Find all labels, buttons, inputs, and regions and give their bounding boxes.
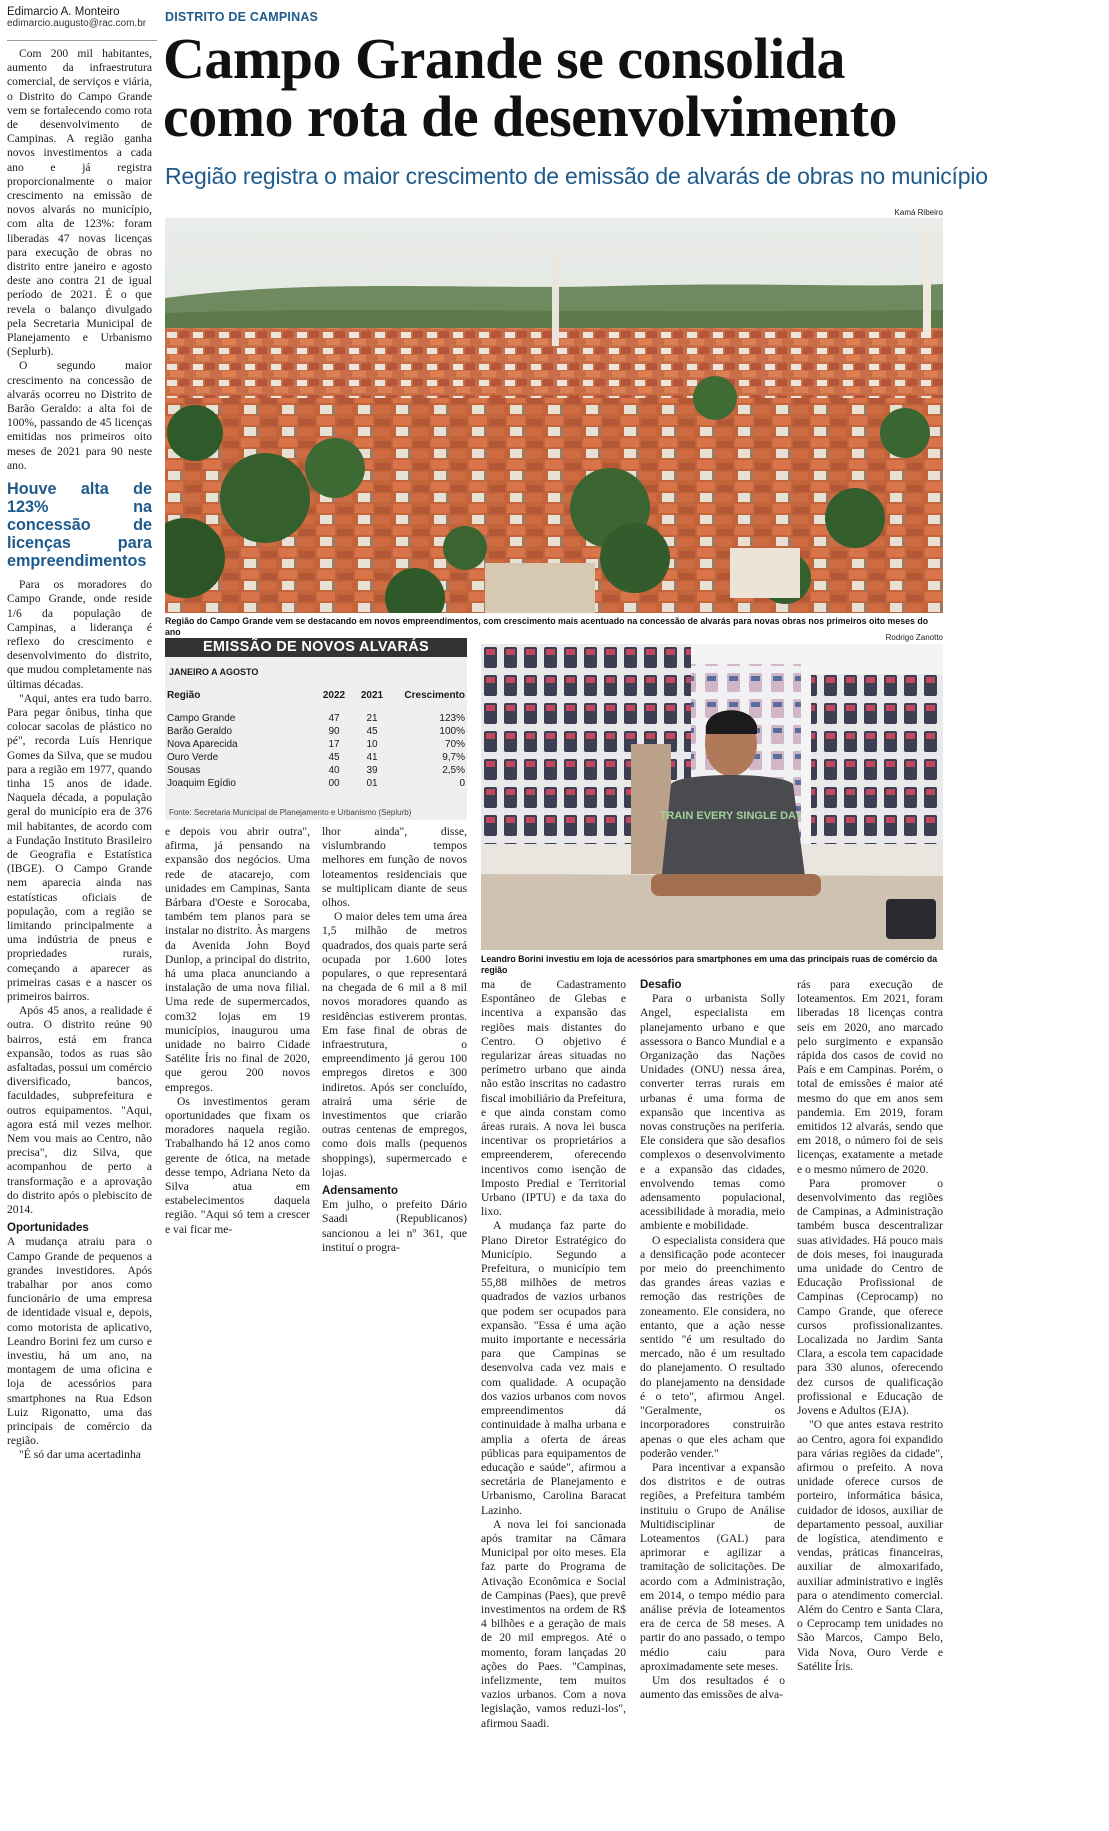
headline-line-1: Campo Grande se consolida bbox=[163, 26, 845, 91]
pull-quote: Houve alta de 123% na concessão de licenças para empreendimentos bbox=[7, 480, 152, 571]
table-cell: 9,7% bbox=[442, 752, 465, 763]
headline bbox=[163, 26, 1108, 149]
subheading-desafio: Desafio bbox=[640, 979, 682, 991]
paragraph: Um dos resultados é o aumento das emissões de alva- bbox=[640, 1673, 785, 1702]
photo-caption-2: Leandro Borini investiu em loja de acessórios para smartphones em uma das principais ruas de comércio da região bbox=[481, 954, 938, 975]
table-cell: 39 bbox=[366, 765, 378, 776]
table-cell: 21 bbox=[366, 713, 378, 724]
deck: Região registra o maior crescimento de emissão de alvarás de obras no município bbox=[165, 163, 988, 189]
column-5 bbox=[640, 978, 785, 1702]
paragraph: A mudança atraiu para o Campo Grande de pequenos a grandes investidores. Após trabalhar por anos como funcionário de uma empresa de identidade visual e, depois, como motorista de aplicativo, Leandro Borini fez um curso e investiu, há um ano, na montagem de uma oficina e loja de acessórios para smartphones na Rua Edson Luiz Rigonatto, uma das principais de comércio da região. bbox=[7, 1235, 152, 1448]
table-period: JANEIRO A AGOSTO bbox=[169, 667, 259, 677]
table-cell: Ouro Verde bbox=[167, 752, 219, 763]
column-2 bbox=[165, 825, 310, 1237]
city-photo bbox=[165, 218, 943, 613]
paragraph: A mudança faz parte do Plano Diretor Estratégico do Município. Segundo a Prefeitura, o município tem 55,88 milhões de metros quadrados de vazios urbanos que podem ser ocupados para expansão. "Essa é uma ação muito importante e necessária para que Campinas se desenvolva cada vez mais e com qualidade. A ocupação dos vazios urbanos com novos empreendimentos dá continuidade à malha urbana e amplia a oferta de áreas públicas para equipamentos de educação e saúde", afirmou a secretária de Planejamento e Urbanismo, Carolina Baracat Lazinho. bbox=[481, 1219, 626, 1517]
paragraph: "Aqui, antes era tudo barro. Para pegar ônibus, tinha que colocar sacolas de plástico no pé", recorda Luís Henrique Gomes da Silva, que se mudou para a região em 1977, quando tinha 15 anos de idade. Naquela década, a população geral do município era de 376 mil habitantes, de acordo com a Fundação Instituto Brasileiro de Geografia e Estatística (IBGE). O Campo Grande nem aparecia ainda nas estatísticas oficiais de população, com a região se limitando principalmente a uma indústria de pneus e propriedades rurais, começando a aparecer as primeiras casas e a nascer os primeiros bairros. bbox=[7, 691, 152, 1003]
paragraph: Para o urbanista Solly Angel, especialista em planejamento urbano e que assessora o Banco Mundial e a Organização das Nações Unidades (ONU) nessa área, converter terras rurais em urbanas é uma forma de expansão que incentiva as novas construções na periferia. Ele considera que são desafios complexos o desenvolvimento e a expansão das cidades, envolvendo temas como adensamento populacional, acessibilidade à moradia, meio ambiente e mobilidade. bbox=[640, 992, 785, 1233]
shop-photo bbox=[481, 644, 943, 950]
paragraph: Para promover o desenvolvimento das regiões de Campinas, a Administração também busca descentralizar suas atividades. Há pouco mais de dois meses, foi inaugurada uma unidade do Centro de Educação Profissional de Campinas (Ceprocamp) no Campo Grande, que oferece cursos profissionalizantes. Localizada no Jardim Santa Clara, a escola tem capacidade para 330 alunos, oferecendo dez cursos de qualificação profissional e Educação de Jovens e Adultos (EJA). bbox=[797, 1176, 943, 1418]
paragraph: Com 200 mil habitantes, aumento da infraestrutura comercial, de serviços e viária, o Distrito do Campo Grande vem se fortalecendo como rota de desenvolvimento de Campinas. A região ganha novos investimentos a cada ano e já registra proporcionalmente o maior crescimento na emissão de novos alvarás no município, com alta de 123%: foram liberadas 47 novas licenças para execução de obras no distrito entre janeiro e agosto deste ano contra 21 de igual período de 2021. É o que revela o balanço divulgado pela Secretaria Municipal de Planejamento e Urbanismo (Seplurb). bbox=[7, 47, 152, 359]
table-cell: 70% bbox=[444, 739, 465, 750]
table-cell: 45 bbox=[366, 726, 378, 737]
table-row bbox=[165, 725, 467, 738]
column-3 bbox=[322, 825, 467, 1255]
subheading-adensamento: Adensamento bbox=[322, 1185, 399, 1198]
table-row bbox=[165, 751, 467, 764]
author-byline bbox=[7, 6, 157, 29]
table-row bbox=[165, 764, 467, 777]
table-cell: Campo Grande bbox=[167, 713, 236, 724]
section-kicker: DISTRITO DE CAMPINAS bbox=[165, 10, 319, 24]
column-header: Crescimento bbox=[404, 690, 465, 701]
paragraph: O especialista considera que a densificação pode acontecer por meio do preenchimento das grandes áreas vazias e remoção das restrições de zoneamento. Ele considera, no entanto, que a ação nesse sentido "é um resultado do mercado, não é um resultado do planejamento. O resultado do planejamento na densidade é o teto", afirmou Angel. "Geralmente, os incorporadores construirão apenas o que eles acham que poderão vender." bbox=[640, 1233, 785, 1460]
table-row bbox=[165, 777, 467, 790]
paragraph: Em julho, o prefeito Dário Saadi (Republicanos) sancionou a lei nº 361, que instituí o progra- bbox=[322, 1198, 467, 1254]
column-header: Região bbox=[167, 690, 201, 701]
table-cell: Joaquim Egídio bbox=[167, 778, 236, 789]
table-cell: 17 bbox=[328, 739, 340, 750]
table-cell: 45 bbox=[328, 752, 340, 763]
city-skyline-image bbox=[165, 218, 943, 613]
author-email: edimarcio.augusto@rac.com.br bbox=[7, 18, 147, 29]
paragraph: Após 45 anos, a realidade é outra. O distrito reúne 90 bairros, está em franca expansão, todos as ruas são asfaltadas, possui um comércio diversificado, bancos, faculdades, subprefeitura e outros equipamentos. "Aqui, agora está mil vezes melhor. Nem vou mais ao Centro, não precisa", diz Silva, que acompanhou de perto a transformação e a aprovação do distrito após o plebiscito de 2014. bbox=[7, 1004, 152, 1217]
table-cell: Barão Geraldo bbox=[167, 726, 233, 737]
table-cell: 100% bbox=[439, 726, 465, 737]
table-cell: 2,5% bbox=[442, 765, 465, 776]
table-row bbox=[165, 738, 467, 751]
photo-credit-1: Kamá Ribeiro bbox=[894, 208, 943, 217]
headline-line-2: como rota de desenvolvimento bbox=[163, 84, 897, 149]
paragraph: Os investimentos geram oportunidades que fixam os moradores naquela região. Trabalhando há 12 anos como gerente de ótica, na metade desse tempo, Adriana Neto da Silva atua em estabelecimentos daquela região. "Aqui só tem a crescer e vai ficar me- bbox=[165, 1094, 310, 1236]
paragraph: A nova lei foi sancionada após tramitar na Câmara Municipal por oito meses. Ela faz parte do Programa de Ativação Econômica e Social de Campinas (Paes), que prevê investimentos na ordem de R$ 4 bilhões e a geração de mais de 20 mil empregos. Até o momento, foram lançadas 20 ações do Paes. "Campinas, infelizmente, tem muitos vazios urbanos. Com a nova legislação, vamos reduzi-los", afirmou Saadi. bbox=[481, 1517, 626, 1730]
subheading-oportunidades: Oportunidades bbox=[7, 1222, 89, 1235]
author-name: Edimarcio A. Monteiro bbox=[7, 6, 120, 18]
table-cell: 10 bbox=[366, 739, 378, 750]
column-header: 2022 bbox=[322, 690, 346, 701]
table-cell: 123% bbox=[439, 713, 465, 724]
table-row bbox=[165, 712, 467, 725]
paragraph: Para incentivar a expansão dos distritos e de outras regiões, a Prefeitura também instituiu o Grupo de Análise Multidisciplinar de Loteamentos (GAL) para aprimorar e agilizar a tramitação de solicitações. De acordo com a Administração, em 2014, o tempo médio para análise prévia de loteamentos era de cerca de 58 meses. A partir do ano passado, o tempo médio caiu para aproximadamente sete meses. bbox=[640, 1460, 785, 1673]
paragraph: "É só dar uma acertadinha bbox=[19, 1448, 141, 1462]
shop-owner-image bbox=[481, 644, 943, 950]
table-cell: Nova Aparecida bbox=[167, 739, 238, 750]
paragraph: O segundo maior crescimento na concessão de alvarás ocorreu no Distrito de Barão Geraldo: a alta foi de 100%, passando de 45 licenças emitidas nos primeiros oito meses de 2021 para 90 neste ano. bbox=[7, 359, 152, 472]
paragraph: O maior deles tem uma área 1,5 milhão de metros quadrados, dos quais parte será ocupada por 1.600 lotes populares, o que representará na chegada de 6 mil a 8 mil novos moradores quando as residências estiverem prontas. Em fase final de obras de infraestrutura, o empreendimento já gerou 100 empregos diretos e 300 indiretos. Após ser concluído, atrairá uma série de investimentos que criarão outras centenas de empregos, como dois malls (pequenos shoppings), supermercado e lojas. bbox=[322, 910, 467, 1179]
paragraph: rás para execução de loteamentos. Em 2021, foram liberadas 18 licenças contra seis em 2020, ano marcado pelo surgimento e expansão rápida dos casos de covid no País e em Campinas. Porém, o total de emissões é maior até mesmo do que em anos sem pandemia. Em 2019, foram emitidos 12 alvarás, sendo que em 2018, o número foi de seis licenças, exatamente a metade e o mesmo número de 2020. bbox=[797, 978, 943, 1176]
alvaras-table-box bbox=[165, 638, 467, 820]
table-cell: Sousas bbox=[167, 765, 201, 776]
table-cell: 0 bbox=[459, 778, 465, 789]
table-header-row bbox=[165, 689, 467, 702]
table-cell: 90 bbox=[328, 726, 340, 737]
column-6 bbox=[797, 978, 943, 1674]
column-4 bbox=[481, 978, 626, 1731]
byline-divider bbox=[7, 40, 157, 41]
alvaras-table bbox=[165, 689, 467, 790]
shirt-logo-text: TRAIN EVERY SINGLE DAY bbox=[659, 810, 803, 822]
table-cell: 40 bbox=[328, 765, 340, 776]
table-cell: 01 bbox=[366, 778, 378, 789]
photo-credit-2: Rodrigo Zanotto bbox=[885, 633, 943, 642]
paragraph: e depois vou abrir outra", afirma, já pensando na expansão dos negócios. Uma rede de atacarejo, com unidades em Campinas, Santa Bárbara d'Oeste e Sorocaba, também tem planos para se instalar no distrito. Às margens da Avenida John Boyd Dunlop, a principal do distrito, há uma placa anunciando a instalação de uma nova filial. Uma rede de supermercados, com32 lojas em 19 municípios, inaugurou uma unidade no bairro Cidade Satélite Íris no final de 2020, que gerou 200 novos empregos. bbox=[165, 825, 311, 1094]
column-1 bbox=[7, 47, 152, 1463]
paragraph: "O que antes estava restrito ao Centro, agora foi expandido para várias regiões da cidade", afirmou o prefeito. A nova unidade oferece cursos de porteiro, informática básica, cuidador de idosos, auxiliar de departamento pessoal, auxiliar de logística, atendimento e vendas, práticas financeiras, auxiliar de almoxarifado, auxiliar administrativo e inglês para o atendimento comercial. Além do Centro e Santa Clara, o Ceprocamp tem unidades no São Marcos, Campo Belo, Vida Nova, Ouro Verde e Satélite Íris. bbox=[797, 1418, 943, 1673]
photo-caption-1: Região do Campo Grande vem se destacando em novos empreendimentos, com crescimento mais acentuado na concessão de alvarás para novas obras nos primeiros oito meses do ano bbox=[165, 616, 929, 637]
column-header: 2021 bbox=[360, 690, 384, 701]
paragraph: Para os moradores do Campo Grande, onde reside 1/6 da população de Campinas, a liderança é reflexo do crescimento e desenvolvimento do distrito, que mudou completamente nas últimas décadas. bbox=[7, 578, 152, 691]
table-source: Fonte: Secretaria Municipal de Planejamento e Urbanismo (Seplurb) bbox=[169, 808, 412, 817]
table-cell: 47 bbox=[328, 713, 340, 724]
table-cell: 41 bbox=[366, 752, 378, 763]
paragraph: ma de Cadastramento Espontâneo de Glebas e incentiva a expansão das regiões mais distantes do Centro. O objetivo é regularizar áreas situadas no perímetro urbano que ainda não estão inscritas no cadastro fiscal imobiliário da Prefeitura, e que ainda constam como áreas rurais. A nova lei busca incentivar os proprietários a empreenderem, oferecendo incentivos como isenção de Imposto Predial e Territorial Urbano (IPTU) e da taxa do lixo. bbox=[481, 978, 626, 1219]
table-title: EMISSÃO DE NOVOS ALVARÁS bbox=[165, 638, 467, 657]
paragraph: lhor ainda", disse, vislumbrando tempos melhores em função de novos loteamentos residenciais que se multiplicam diante de seus olhos. bbox=[322, 825, 467, 910]
table-cell: 00 bbox=[328, 778, 340, 789]
